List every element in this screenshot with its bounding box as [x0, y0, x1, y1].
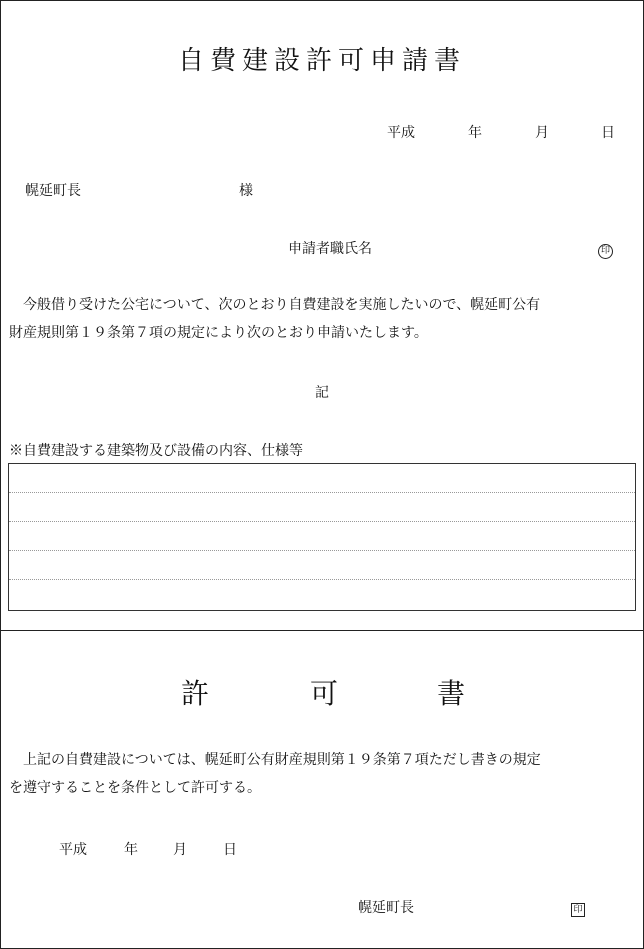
permit-body: [9, 746, 639, 802]
permit-signer: 幌延町長: [358, 900, 414, 916]
ki-heading: 記: [315, 385, 329, 401]
permit-date-month: 月: [173, 842, 187, 858]
details-line-4: [9, 579, 635, 580]
permit-body-line2: を遵守することを条件として許可する。: [9, 780, 261, 796]
addressee-honorific: 様: [239, 183, 253, 199]
details-line-3: [9, 550, 635, 551]
application-body: [9, 291, 639, 347]
permit-title-char-3: 書: [437, 677, 466, 710]
applicant-label: 申請者職氏名: [288, 241, 372, 257]
application-date-year: 年: [468, 125, 482, 141]
permit-title-char-1: 許: [181, 677, 210, 710]
details-line-1: [9, 492, 635, 493]
application-title: 自費建設許可申請書: [177, 46, 466, 76]
permit-date-era: 平成: [59, 842, 87, 858]
application-date-month: 月: [535, 125, 549, 141]
seal-mark: 印: [571, 903, 585, 917]
application-date-day: 日: [601, 125, 615, 141]
section-divider: [0, 630, 644, 631]
permit-date-day: 日: [223, 842, 237, 858]
permit-body-line1: 上記の自費建設については、幌延町公有財産規則第１９条第７項ただし書きの規定: [23, 752, 541, 768]
applicant-seal: [598, 238, 613, 259]
permit-date-year: 年: [124, 842, 138, 858]
addressee: 幌延町長: [25, 183, 81, 199]
details-line-2: [9, 521, 635, 522]
details-label: ※自費建設する建築物及び設備の内容、仕様等: [9, 443, 303, 459]
application-body-line1: 今般借り受けた公宅について、次のとおり自費建設を実施したいので、幌延町公有: [23, 297, 541, 313]
application-body-line2: 財産規則第１９条第７項の規定により次のとおり申請いたします。: [9, 325, 428, 341]
permit-title-char-2: 可: [310, 677, 339, 710]
details-box[interactable]: [8, 463, 636, 611]
seal-mark: 印: [598, 244, 613, 259]
permit-seal: [571, 897, 585, 917]
application-date-era: 平成: [387, 125, 415, 141]
